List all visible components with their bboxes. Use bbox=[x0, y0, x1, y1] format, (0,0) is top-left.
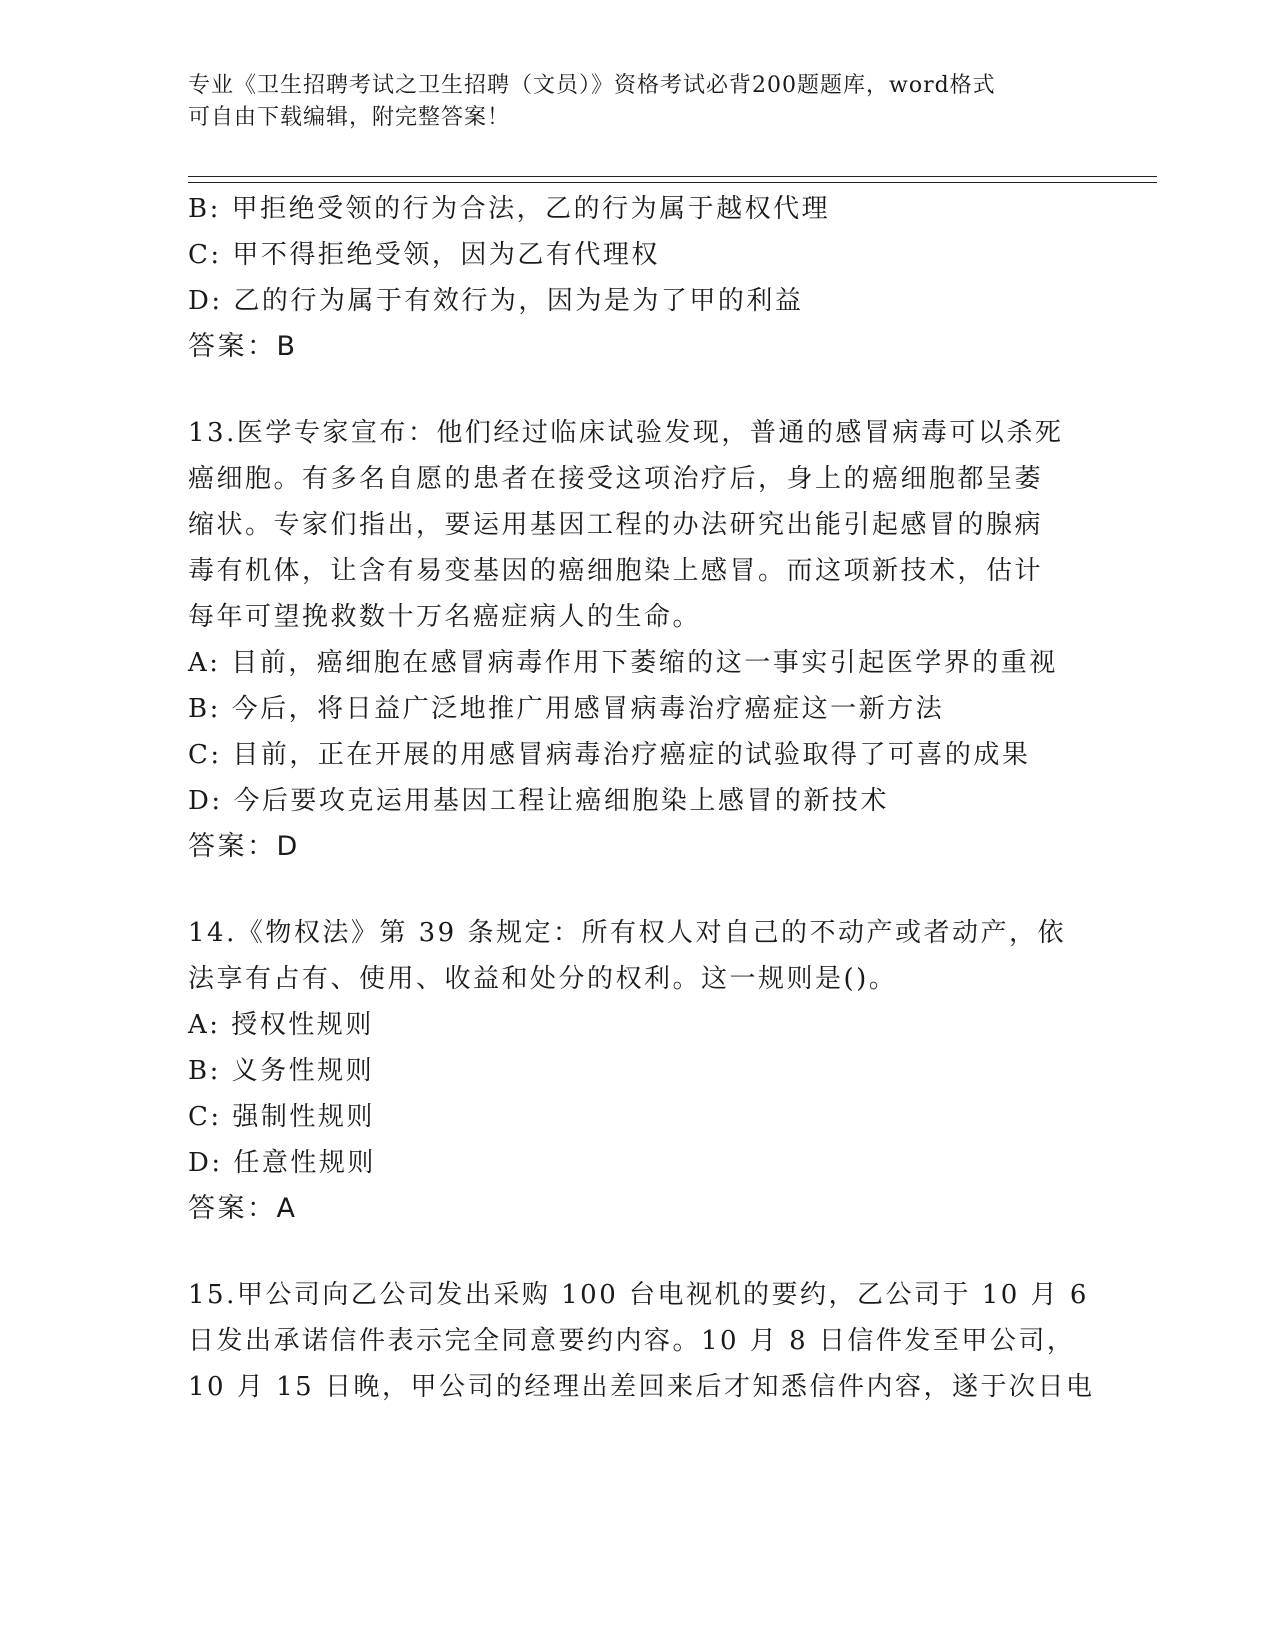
question-13-answer: 答案：D bbox=[188, 831, 300, 862]
question-12-option-c: C: 甲不得拒绝受领，因为乙有代理权 bbox=[188, 240, 660, 270]
question-14-block bbox=[188, 910, 1088, 1232]
header-divider-bottom bbox=[188, 182, 1157, 183]
spacer bbox=[188, 870, 1088, 910]
spacer bbox=[188, 370, 1088, 410]
header-title-line-2: 可自由下载编辑，附完整答案！ bbox=[188, 105, 511, 130]
question-12-answer: 答案：B bbox=[188, 331, 298, 362]
question-14-option-d: D: 任意性规则 bbox=[188, 1148, 376, 1178]
spacer bbox=[188, 1232, 1088, 1272]
question-14-option-c: C: 强制性规则 bbox=[188, 1102, 375, 1132]
document-header bbox=[188, 70, 1068, 134]
question-13-stem-line: 癌细胞。有多名自愿的患者在接受这项治疗后，身上的癌细胞都呈萎 bbox=[188, 464, 1044, 494]
question-13-block bbox=[188, 410, 1088, 870]
question-15-stem-line: 15.甲公司向乙公司发出采购 100 台电视机的要约，乙公司于 10 月 6 bbox=[188, 1280, 1089, 1310]
question-13-option-c: C: 目前，正在开展的用感冒病毒治疗癌症的试验取得了可喜的成果 bbox=[188, 740, 1031, 770]
document-body bbox=[188, 186, 1095, 1410]
question-12-block bbox=[188, 186, 1088, 370]
question-14-answer: 答案：A bbox=[188, 1193, 298, 1224]
question-15-block bbox=[188, 1272, 1095, 1410]
question-13-stem-line: 每年可望挽救数十万名癌症病人的生命。 bbox=[188, 602, 702, 632]
question-12-option-b: B: 甲拒绝受领的行为合法，乙的行为属于越权代理 bbox=[188, 194, 831, 224]
question-14-stem-line: 14.《物权法》第 39 条规定：所有权人对自己的不动产或者动产，依 bbox=[188, 918, 1066, 948]
question-13-option-b: B: 今后，将日益广泛地推广用感冒病毒治疗癌症这一新方法 bbox=[188, 694, 945, 724]
question-14-option-a: A: 授权性规则 bbox=[188, 1010, 374, 1040]
question-13-option-d: D: 今后要攻克运用基因工程让癌细胞染上感冒的新技术 bbox=[188, 786, 889, 816]
question-13-stem-line: 缩状。专家们指出，要运用基因工程的办法研究出能引起感冒的腺病 bbox=[188, 510, 1044, 540]
question-13-option-a: A: 目前，癌细胞在感冒病毒作用下萎缩的这一事实引起医学界的重视 bbox=[188, 648, 1058, 678]
question-13-stem-line: 毒有机体，让含有易变基因的癌细胞染上感冒。而这项新技术，估计 bbox=[188, 556, 1044, 586]
question-14-stem-line: 法享有占有、使用、收益和处分的权利。这一规则是()。 bbox=[188, 964, 898, 994]
header-divider-top bbox=[188, 176, 1157, 177]
question-13-stem-line: 13.医学专家宣布：他们经过临床试验发现，普通的感冒病毒可以杀死 bbox=[188, 418, 1064, 448]
question-15-stem-line: 日发出承诺信件表示完全同意要约内容。10 月 8 日信件发至甲公司， bbox=[188, 1326, 1076, 1356]
question-12-option-d: D: 乙的行为属于有效行为，因为是为了甲的利益 bbox=[188, 286, 804, 316]
question-15-stem-line: 10 月 15 日晚，甲公司的经理出差回来后才知悉信件内容，遂于次日电 bbox=[188, 1372, 1095, 1402]
question-14-option-b: B: 义务性规则 bbox=[188, 1056, 375, 1086]
header-title-line-1: 专业《卫生招聘考试之卫生招聘（文员）》资格考试必背200题题库，word格式 bbox=[188, 73, 996, 98]
